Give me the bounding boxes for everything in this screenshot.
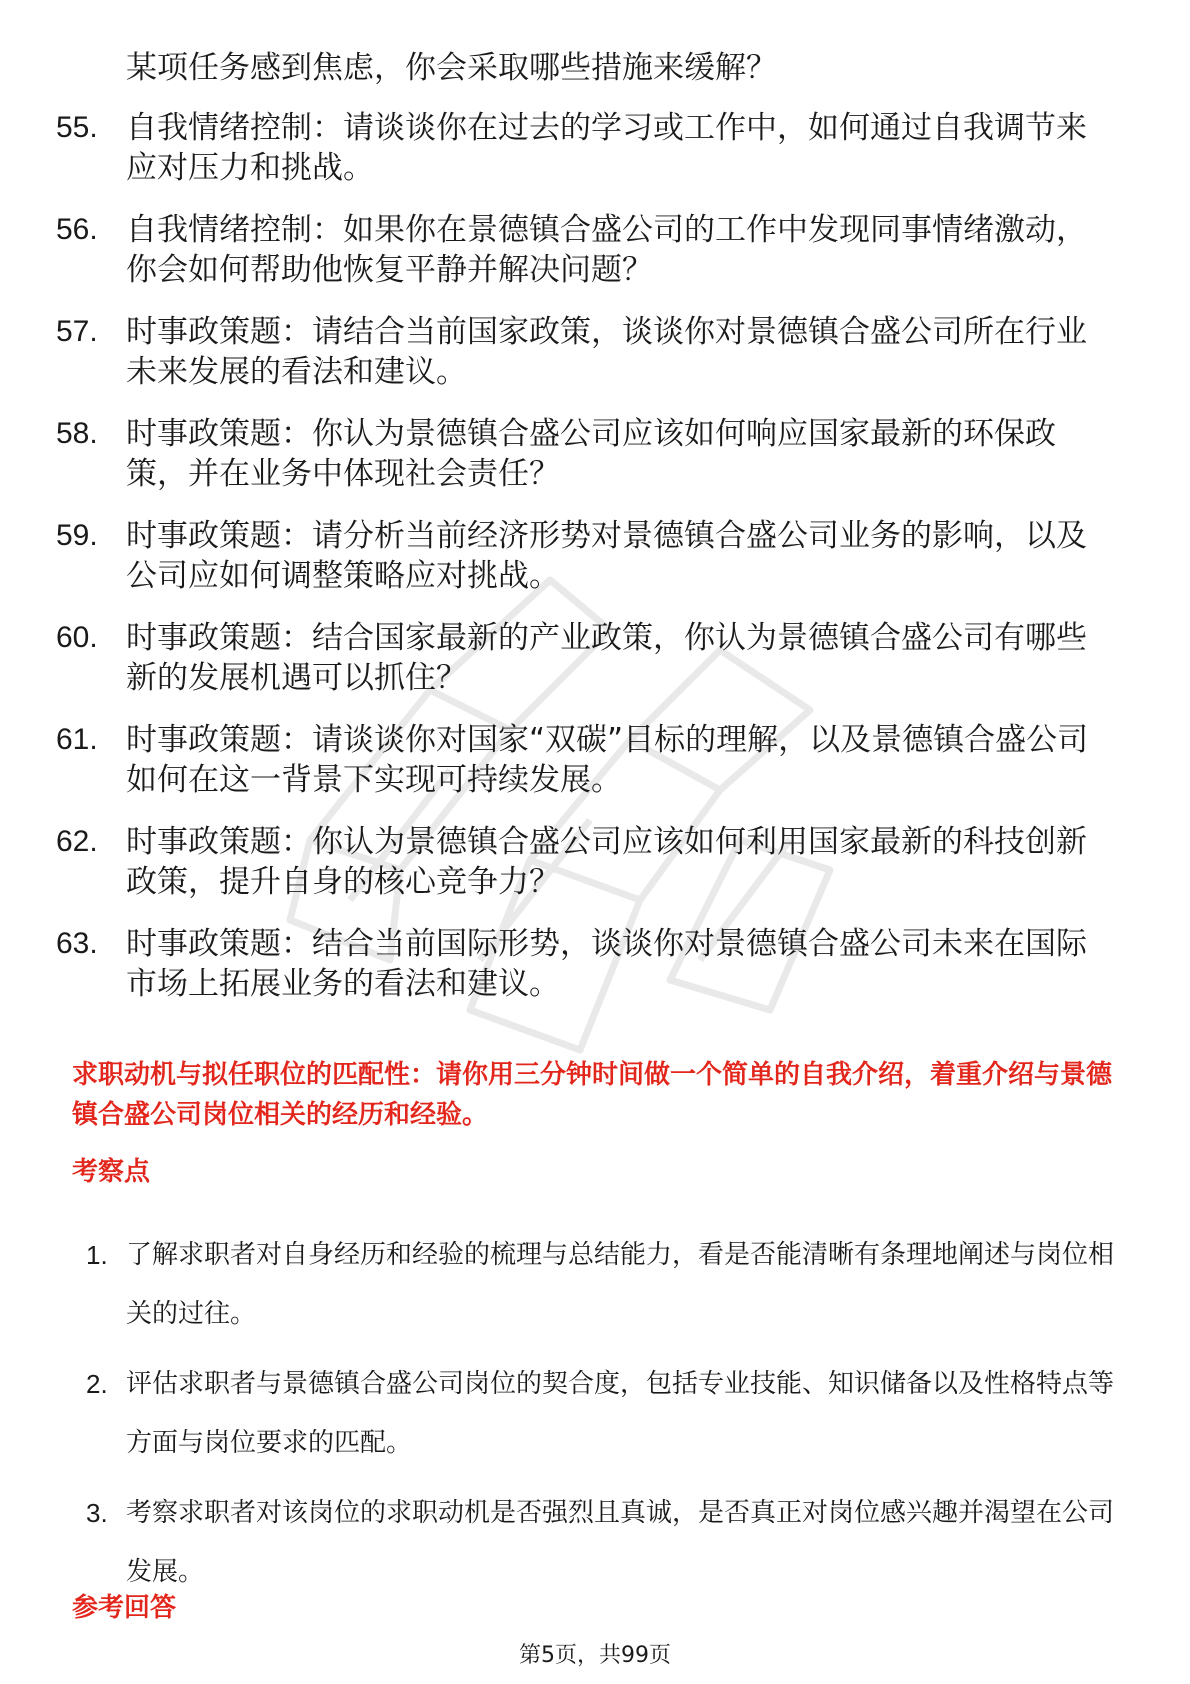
list-item [0, 1226, 1116, 1344]
question-text: 时事政策题：请谈谈你对国家“双碳”目标的理解，以及景德镇合盛公司如何在这一背景下实现可持续发展。 [126, 722, 1089, 798]
point-number: 1. [86, 1240, 108, 1270]
list-item [0, 822, 1111, 902]
answer-label: 参考回答 [72, 1593, 177, 1623]
question-text: 时事政策题：请分析当前经济形势对景德镇合盛公司业务的影响，以及公司应如何调整策略应对挑战。 [126, 518, 1087, 594]
list-item [0, 1355, 1116, 1473]
list-item [0, 516, 1111, 596]
question-number: 58. [56, 417, 98, 450]
list-item [0, 1484, 1116, 1602]
question-number: 61. [56, 723, 98, 756]
question-number: 56. [56, 213, 98, 246]
point-number: 2. [86, 1369, 108, 1399]
question-number: 55. [56, 111, 98, 144]
evaluation-points-list [0, 1226, 1190, 1613]
question-list [0, 108, 1190, 1026]
question-number: 63. [56, 927, 98, 960]
point-number: 3. [86, 1498, 108, 1528]
question-54-continuation: 某项任务感到焦虑，你会采取哪些措施来缓解？ [126, 50, 777, 86]
point-text: 了解求职者对自身经历和经验的梳理与总结能力，看是否能清晰有条理地阐述与岗位相关的过往。 [126, 1240, 1115, 1329]
question-text: 时事政策题：你认为景德镇合盛公司应该如何响应国家最新的环保政策，并在业务中体现社会责任？ [126, 416, 1056, 492]
points-label: 考察点 [72, 1157, 151, 1187]
list-item [0, 108, 1111, 188]
question-text: 自我情绪控制：请谈谈你在过去的学习或工作中，如何通过自我调节来应对压力和挑战。 [126, 110, 1087, 186]
section-heading: 求职动机与拟任职位的匹配性：请你用三分钟时间做一个简单的自我介绍，着重介绍与景德镇合盛公司岗位相关的经历和经验。 [72, 1060, 1113, 1130]
question-number: 57. [56, 315, 98, 348]
point-text: 考察求职者对该岗位的求职动机是否强烈且真诚，是否真正对岗位感兴趣并渴望在公司发展。 [126, 1498, 1115, 1587]
point-text: 评估求职者与景德镇合盛公司岗位的契合度，包括专业技能、知识储备以及性格特点等方面与岗位要求的匹配。 [126, 1369, 1115, 1458]
question-number: 60. [56, 621, 98, 654]
list-item [0, 720, 1111, 800]
list-item [0, 414, 1111, 494]
question-number: 59. [56, 519, 98, 552]
question-text: 时事政策题：请结合当前国家政策，谈谈你对景德镇合盛公司所在行业未来发展的看法和建议。 [126, 314, 1087, 390]
question-text: 自我情绪控制：如果你在景德镇合盛公司的工作中发现同事情绪激动，你会如何帮助他恢复平静并解决问题？ [126, 212, 1087, 288]
list-item [0, 312, 1111, 392]
list-item [0, 924, 1111, 1004]
question-number: 62. [56, 825, 98, 858]
question-text: 时事政策题：结合国家最新的产业政策，你认为景德镇合盛公司有哪些新的发展机遇可以抓住？ [126, 620, 1087, 696]
question-text: 时事政策题：结合当前国际形势，谈谈你对景德镇合盛公司未来在国际市场上拓展业务的看法和建议。 [126, 926, 1087, 1002]
question-text: 时事政策题：你认为景德镇合盛公司应该如何利用国家最新的科技创新政策，提升自身的核心竞争力？ [126, 824, 1087, 900]
list-item [0, 618, 1111, 698]
page-number: 第5页，共99页 [519, 1643, 671, 1668]
list-item [0, 210, 1111, 290]
